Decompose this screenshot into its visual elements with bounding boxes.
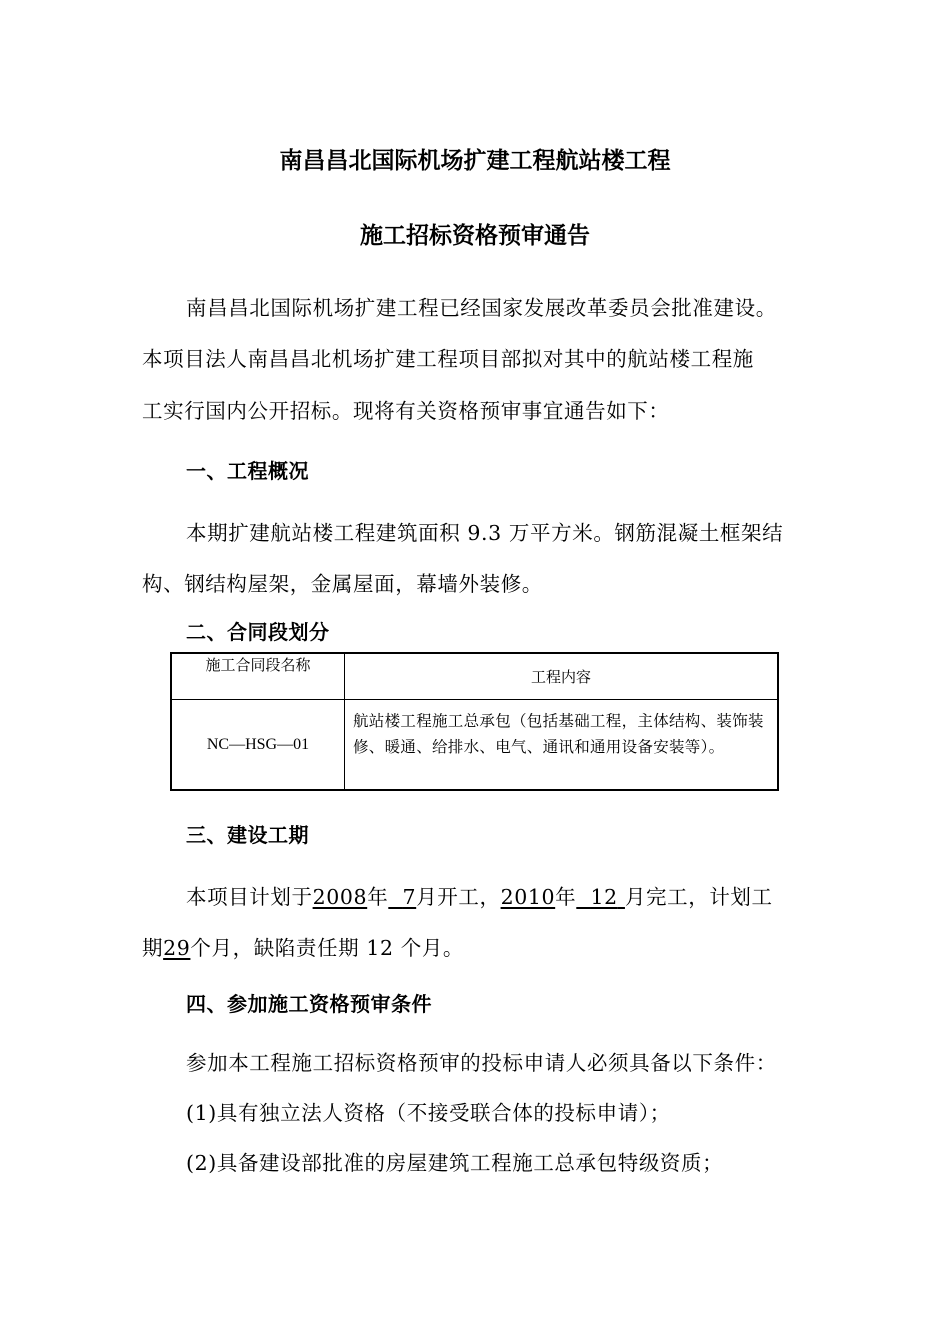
schedule-line-2 [142, 931, 464, 961]
table-header-section-name: 施工合同段名称 [171, 653, 345, 700]
overview-line-2: 构、钢结构屋架，金属屋面，幕墙外装修。 [142, 572, 543, 596]
end-year-char: 年 [555, 885, 577, 909]
end-month [576, 885, 625, 909]
qualification-intro: 参加本工程施工招标资格预审的投标申请人必须具备以下条件： [186, 1051, 777, 1075]
start-year-char: 年 [367, 885, 389, 909]
schedule-period-suffix: 个月，缺陷责任期 12 个月。 [190, 936, 465, 960]
section-heading-contract: 二、合同段划分 [186, 620, 330, 644]
table-cell-content: 航站楼工程施工总承包（包括基础工程，主体结构、装饰装修、暖通、给排水、电气、通讯和通用设备安装等）。 [345, 700, 779, 791]
overview-line-1: 本期扩建航站楼工程建筑面积 9.3 万平方米。钢筋混凝土框架结 [186, 521, 784, 545]
end-year: 2010 [500, 885, 556, 909]
table-header-content: 工程内容 [345, 653, 779, 700]
section-heading-qualification: 四、参加施工资格预审条件 [186, 992, 432, 1016]
start-month-text: 月开工， [416, 885, 501, 909]
section-heading-schedule: 三、建设工期 [186, 823, 309, 847]
start-year: 2008 [312, 885, 368, 909]
intro-line-2: 本项目法人南昌昌北机场扩建工程项目部拟对其中的航站楼工程施 [142, 347, 754, 371]
period-months: 29 [163, 936, 191, 960]
schedule-prefix: 本项目计划于 [186, 885, 313, 909]
table-row [171, 700, 778, 791]
qualification-item-2: (2)具备建设部批准的房屋建筑工程施工总承包特级资质； [186, 1151, 724, 1175]
document-title: 南昌昌北国际机场扩建工程航站楼工程 [279, 148, 671, 174]
table-cell-code: NC—HSG—01 [171, 700, 345, 791]
qualification-item-1: (1)具有独立法人资格（不接受联合体的投标申请）； [186, 1101, 671, 1125]
section-heading-overview: 一、工程概况 [186, 459, 309, 483]
start-month [388, 885, 416, 909]
intro-line-1: 南昌昌北国际机场扩建工程已经国家发展改革委员会批准建设。 [186, 296, 777, 320]
start-month-value: 7 [402, 885, 417, 909]
document-subtitle: 施工招标资格预审通告 [360, 223, 590, 249]
schedule-period-prefix: 期 [142, 936, 164, 960]
end-month-value: 12 [590, 885, 618, 909]
intro-line-3: 工实行国内公开招标。现将有关资格预审事宜通告如下： [142, 399, 670, 423]
contract-table [170, 652, 779, 791]
end-month-text: 月完工，计划工 [624, 885, 773, 909]
schedule-line-1 [186, 880, 773, 910]
table-header-row [171, 653, 778, 700]
